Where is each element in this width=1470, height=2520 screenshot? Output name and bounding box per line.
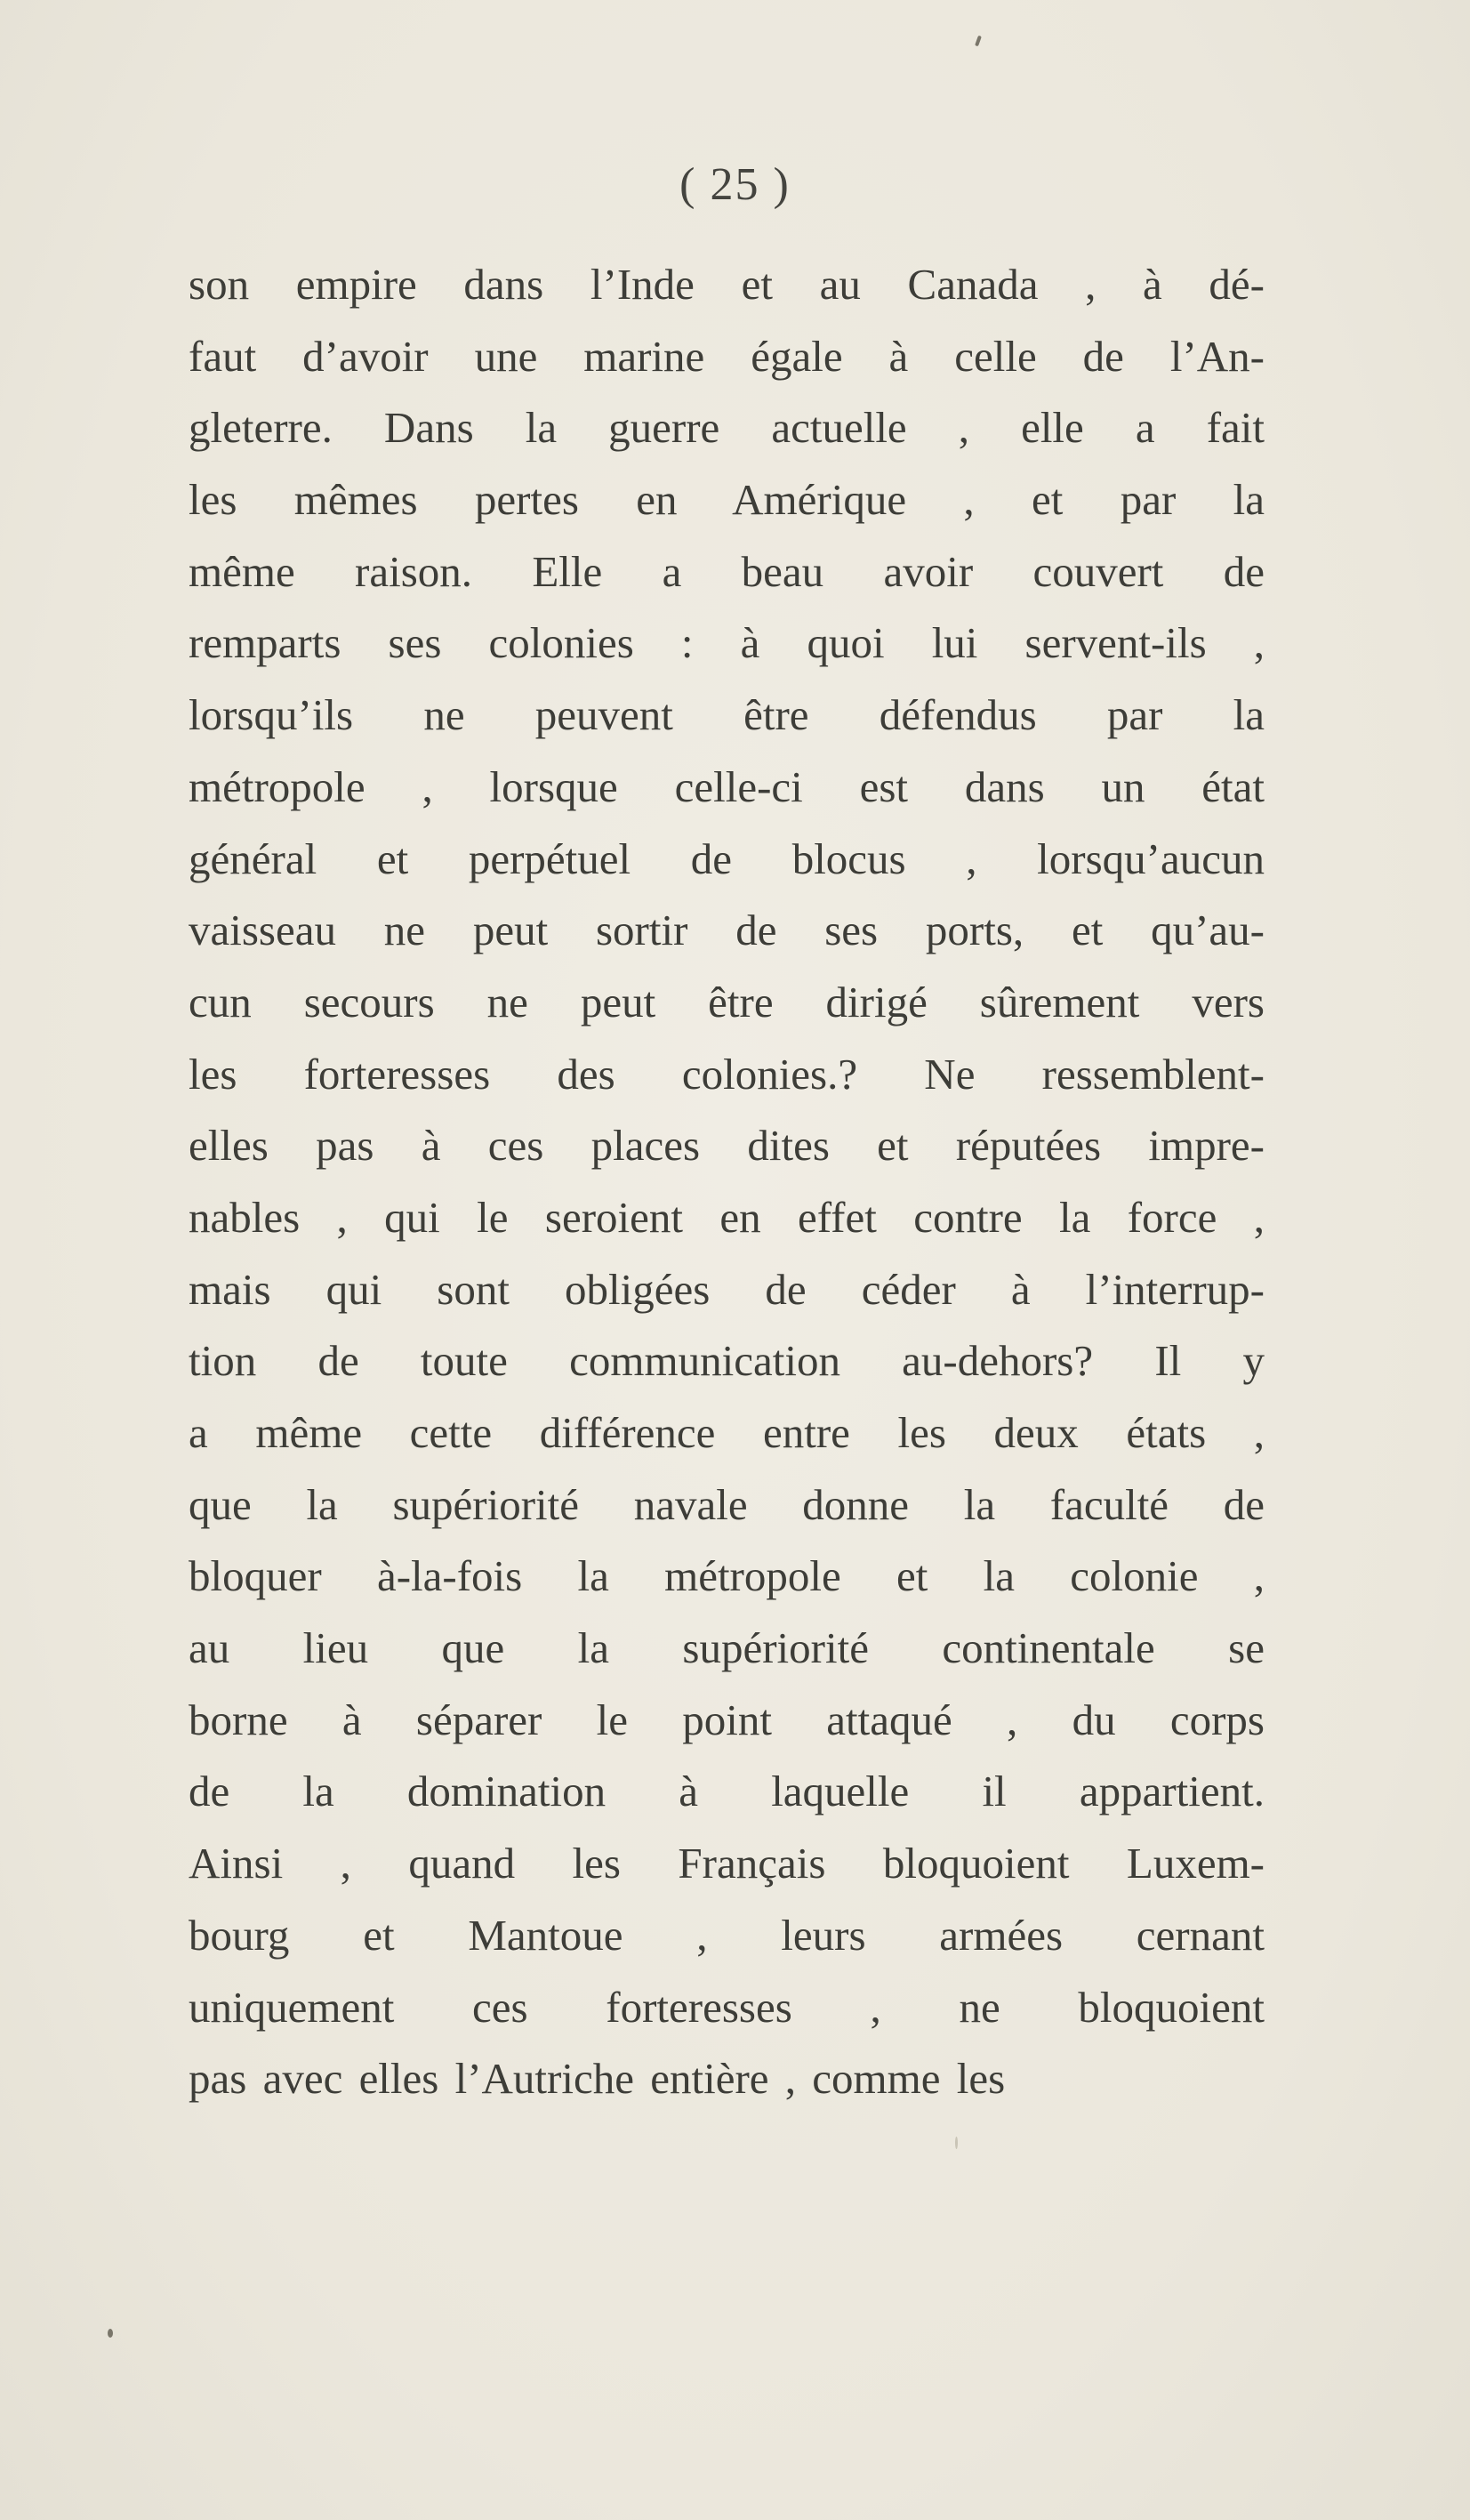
ink-speck — [975, 36, 982, 47]
text-line: gleterre. Dans la guerre actuelle , elle a fait — [189, 403, 1265, 453]
text-line: mais qui sont obligées de céder à l’interrup- — [189, 1264, 1265, 1314]
ink-speck — [108, 2329, 113, 2338]
text-line: uniquement ces forteresses , ne bloquoient — [189, 1982, 1265, 2032]
text-line: a même cette différence entre les deux états , — [189, 1408, 1265, 1457]
text-line: lorsqu’ils ne peuvent être défendus par la — [189, 690, 1265, 740]
text-line: remparts ses colonies : à quoi lui servent-ils , — [189, 618, 1265, 668]
text-line: métropole , lorsque celle-ci est dans un état — [189, 761, 1265, 811]
text-line: général et perpétuel de blocus , lorsqu’aucun — [189, 833, 1265, 883]
text-line: les forteresses des colonies.? Ne ressemblent- — [189, 1049, 1265, 1099]
ink-speck — [955, 2137, 958, 2149]
text-line: bourg et Mantoue , leurs armées cernant — [189, 1910, 1265, 1960]
text-line: au lieu que la supériorité continentale se — [189, 1623, 1265, 1673]
text-line: elles pas à ces places dites et réputées impre- — [189, 1121, 1265, 1171]
text-line: son empire dans l’Inde et au Canada , à dé- — [189, 260, 1265, 309]
text-line: bloquer à-la-fois la métropole et la colonie , — [189, 1551, 1265, 1601]
page-number: ( 25 ) — [679, 159, 791, 210]
body-text — [189, 249, 1265, 2115]
text-line: de la domination à laquelle il appartient. — [189, 1767, 1265, 1816]
text-line: vaisseau ne peut sortir de ses ports, et qu’au- — [189, 906, 1265, 955]
text-line: pas avec elles l’Autriche entière , comme les — [189, 2054, 1006, 2104]
text-line: tion de toute communication au-dehors? Il y — [189, 1336, 1265, 1386]
text-line: nables , qui le seroient en effet contre la force , — [189, 1192, 1265, 1242]
text-line: borne à séparer le point attaqué , du corps — [189, 1695, 1265, 1744]
text-line: les mêmes pertes en Amérique , et par la — [189, 475, 1265, 525]
text-line: que la supériorité navale donne la faculté de — [189, 1479, 1265, 1529]
text-line: cun secours ne peut être dirigé sûrement vers — [189, 977, 1265, 1027]
text-line: Ainsi , quand les Français bloquoient Luxem- — [189, 1839, 1265, 1888]
text-line: même raison. Elle a beau avoir couvert de — [189, 546, 1265, 596]
text-line: faut d’avoir une marine égale à celle de l’An- — [189, 331, 1265, 381]
